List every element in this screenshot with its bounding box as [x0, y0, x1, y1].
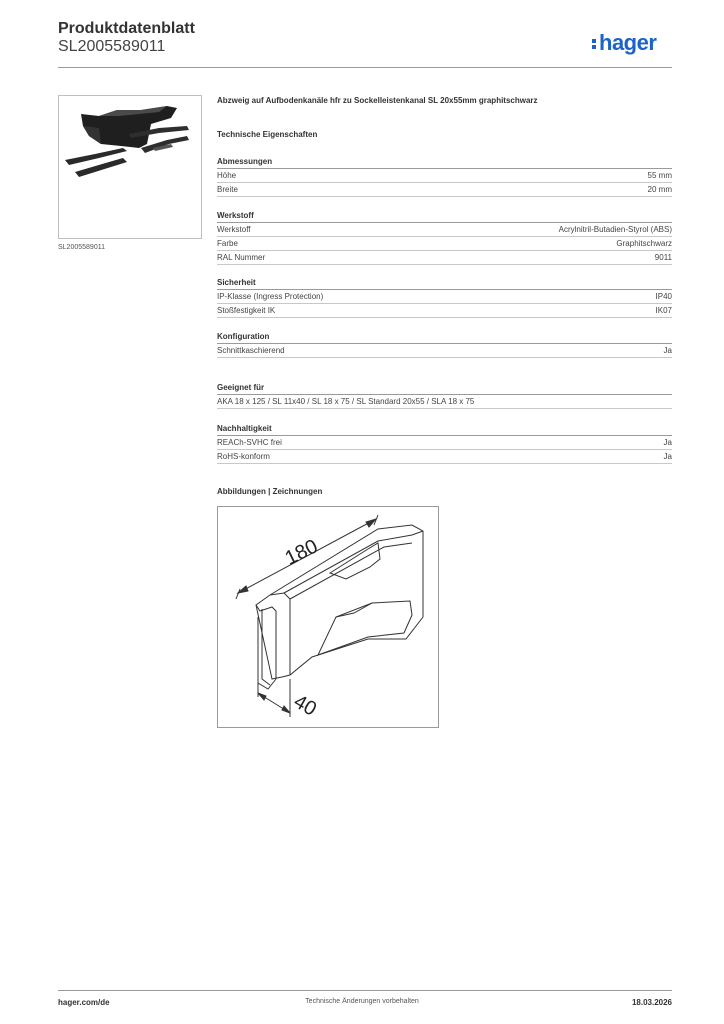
footer-divider	[58, 990, 672, 991]
dimension-length-label: 180	[281, 535, 322, 570]
product-photo	[58, 95, 202, 239]
dimension-width-label: 40	[289, 690, 321, 721]
technical-drawing	[217, 506, 439, 728]
header-divider	[58, 67, 672, 68]
section-sustainability	[217, 422, 672, 464]
footer-note: Technische Änderungen vorbehalten	[305, 998, 419, 1005]
header-title: Produktdatenblatt	[58, 20, 195, 37]
section-title: Abmessungen	[217, 155, 672, 169]
spec-label: AKA 18 x 125 / SL 11x40 / SL 18 x 75 / SL Standard 20x55 / SLA 18 x 75	[217, 397, 475, 406]
spec-label: RoHS-konform	[217, 452, 270, 461]
footer-date: 18.03.2026	[631, 998, 672, 1007]
spec-value: Ja	[663, 438, 672, 447]
spec-label: REACh-SVHC frei	[217, 438, 282, 447]
drawings-title: Abbildungen | Zeichnungen	[217, 487, 323, 496]
section-suitable-for	[217, 381, 672, 409]
spec-row	[217, 304, 672, 318]
product-photo-image	[59, 96, 201, 238]
logo-dots	[592, 37, 597, 51]
section-safety	[217, 276, 672, 318]
section-material	[217, 209, 672, 265]
spec-value: Ja	[663, 452, 672, 461]
section-title: Konfiguration	[217, 330, 672, 344]
photo-caption: SL2005589011	[58, 244, 105, 251]
section-configuration	[217, 330, 672, 358]
spec-row	[217, 183, 672, 197]
spec-label: Schnittkaschierend	[217, 346, 285, 355]
section-title: Sicherheit	[217, 276, 672, 290]
spec-label: IP-Klasse (Ingress Protection)	[217, 292, 324, 301]
spec-label: Breite	[217, 185, 238, 194]
spec-row	[217, 344, 672, 358]
spec-label: Werkstoff	[217, 225, 251, 234]
spec-row	[217, 251, 672, 265]
spec-value: IP40	[655, 292, 672, 301]
section-dimensions	[217, 155, 672, 197]
spec-row	[217, 450, 672, 464]
section-title: Werkstoff	[217, 209, 672, 223]
footer-website-link[interactable]: hager.com/de	[58, 998, 110, 1007]
product-title: Abzweig auf Aufbodenkanäle hfr zu Sockelleistenkanal SL 20x55mm graphitschwarz	[217, 96, 538, 105]
technical-drawing-image	[218, 507, 438, 727]
section-title: Geeignet für	[217, 381, 672, 395]
logo-text: hager	[599, 30, 657, 55]
spec-label: Höhe	[217, 171, 237, 180]
spec-value: 9011	[654, 253, 672, 262]
spec-row	[217, 237, 672, 251]
spec-value: Ja	[663, 346, 672, 355]
spec-row	[217, 169, 672, 183]
spec-row	[217, 436, 672, 450]
header-product-code: SL2005589011	[58, 38, 166, 55]
spec-value: Graphitschwarz	[616, 239, 672, 248]
spec-value: 20 mm	[647, 185, 672, 194]
spec-value: Acrylnitril-Butadien-Styrol (ABS)	[558, 225, 672, 234]
spec-row	[217, 223, 672, 237]
spec-label: Stoßfestigkeit IK	[217, 306, 276, 315]
spec-row	[217, 395, 672, 409]
technical-properties-title: Technische Eigenschaften	[217, 130, 318, 139]
spec-row	[217, 290, 672, 304]
section-title: Nachhaltigkeit	[217, 422, 672, 436]
spec-label: RAL Nummer	[217, 253, 266, 262]
spec-value: 55 mm	[647, 171, 672, 180]
spec-value: IK07	[655, 306, 672, 315]
hager-logo	[592, 30, 656, 56]
spec-label: Farbe	[217, 239, 238, 248]
